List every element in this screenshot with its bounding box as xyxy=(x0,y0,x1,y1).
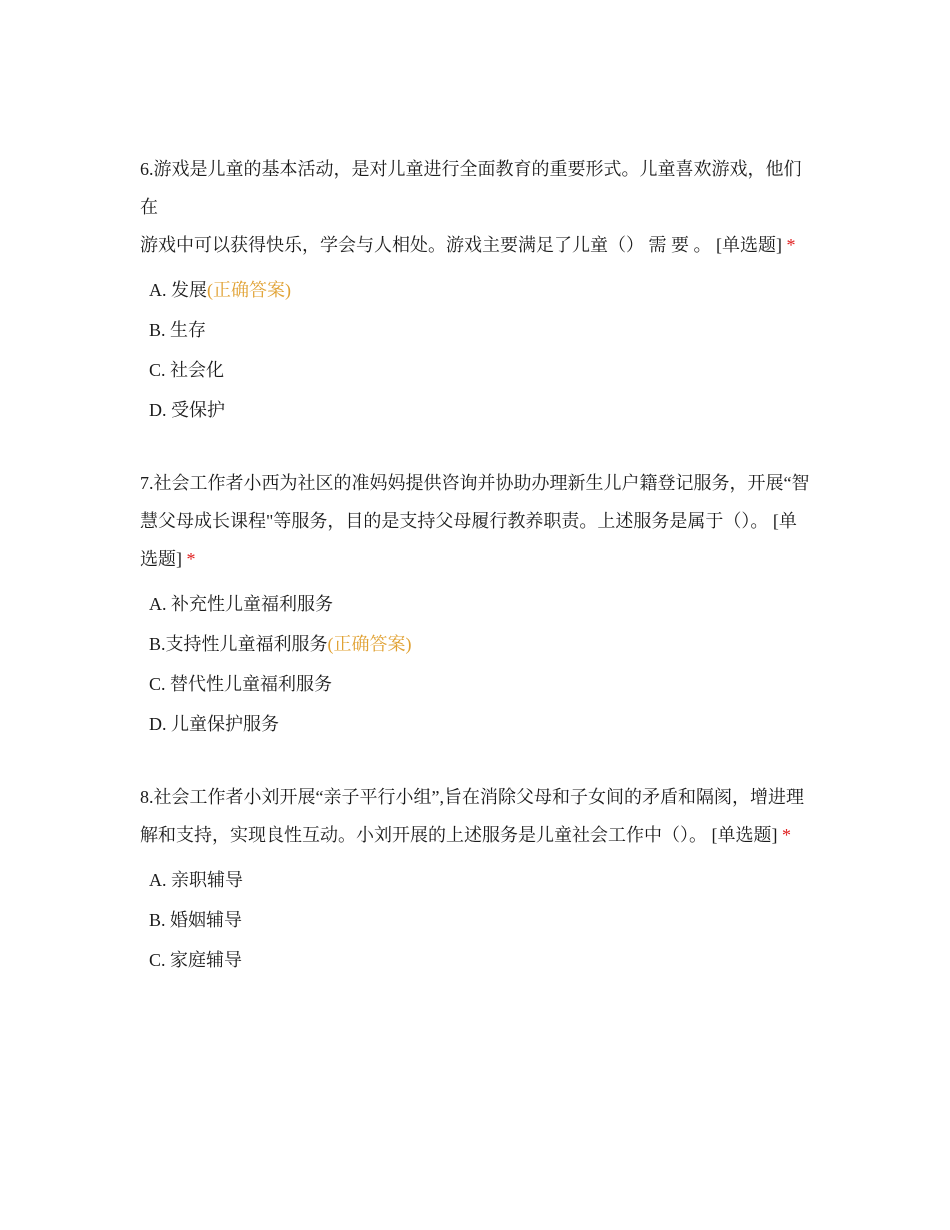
option-b-label: B.支持性儿童福利服务 xyxy=(149,634,328,654)
question-8 xyxy=(140,778,812,980)
question-6-options xyxy=(140,270,812,430)
option-a-label: A. 补充性儿童福利服务 xyxy=(149,594,333,614)
option-d[interactable] xyxy=(140,704,812,744)
option-b[interactable] xyxy=(140,900,812,940)
question-8-stem xyxy=(140,778,812,854)
question-7-stem xyxy=(140,464,812,578)
option-b-label: B. 生存 xyxy=(149,320,207,340)
option-c[interactable] xyxy=(140,940,812,980)
required-asterisk: * xyxy=(786,235,796,255)
question-6 xyxy=(140,150,812,430)
option-c-label: C. 社会化 xyxy=(149,360,225,380)
option-d-label: D. 儿童保护服务 xyxy=(149,714,279,734)
question-7 xyxy=(140,464,812,744)
option-c[interactable] xyxy=(140,664,812,704)
option-a[interactable] xyxy=(140,860,812,900)
question-8-options xyxy=(140,860,812,980)
correct-answer-tag: (正确答案) xyxy=(207,280,291,300)
question-7-line-2: 慧父母成长课程"等服务，目的是支持父母履行教养职责。上述服务是属于（）。 [单选题] xyxy=(140,511,797,569)
question-7-options xyxy=(140,584,812,744)
option-a-label: A. 发展 xyxy=(149,280,207,300)
question-6-line-2: 游戏中可以获得快乐，学会与人相处。游戏主要满足了儿童（） 需 要 。 [单选题] xyxy=(140,235,782,255)
question-6-line-1: 6.游戏是儿童的基本活动，是对儿童进行全面教育的重要形式。儿童喜欢游戏，他们在 xyxy=(140,159,802,217)
question-6-stem xyxy=(140,150,812,264)
option-d[interactable] xyxy=(140,390,812,430)
option-a[interactable] xyxy=(140,270,812,310)
correct-answer-tag: (正确答案) xyxy=(327,634,412,654)
option-a-label: A. 亲职辅导 xyxy=(149,870,243,890)
required-asterisk: * xyxy=(782,825,791,845)
question-8-line-1: 8.社会工作者小刘开展“亲子平行小组”,旨在消除父母和子女间的矛盾和隔阂，增进理解和支持，实现良性互动。小刘开展的上述服务是儿童社会工作中（）。 [单选题] xyxy=(140,787,804,845)
question-list xyxy=(140,150,812,1014)
option-b-label: B. 婚姻辅导 xyxy=(149,910,243,930)
required-asterisk: * xyxy=(186,549,196,569)
option-b[interactable] xyxy=(140,624,812,664)
option-c-label: C. 家庭辅导 xyxy=(149,950,243,970)
option-c[interactable] xyxy=(140,350,812,390)
option-d-label: D. 受保护 xyxy=(149,400,225,420)
question-7-line-1: 7.社会工作者小西为社区的准妈妈提供咨询并协助办理新生儿户籍登记服务，开展“智 xyxy=(140,473,810,493)
option-b[interactable] xyxy=(140,310,812,350)
option-a[interactable] xyxy=(140,584,812,624)
option-c-label: C. 替代性儿童福利服务 xyxy=(149,674,333,694)
